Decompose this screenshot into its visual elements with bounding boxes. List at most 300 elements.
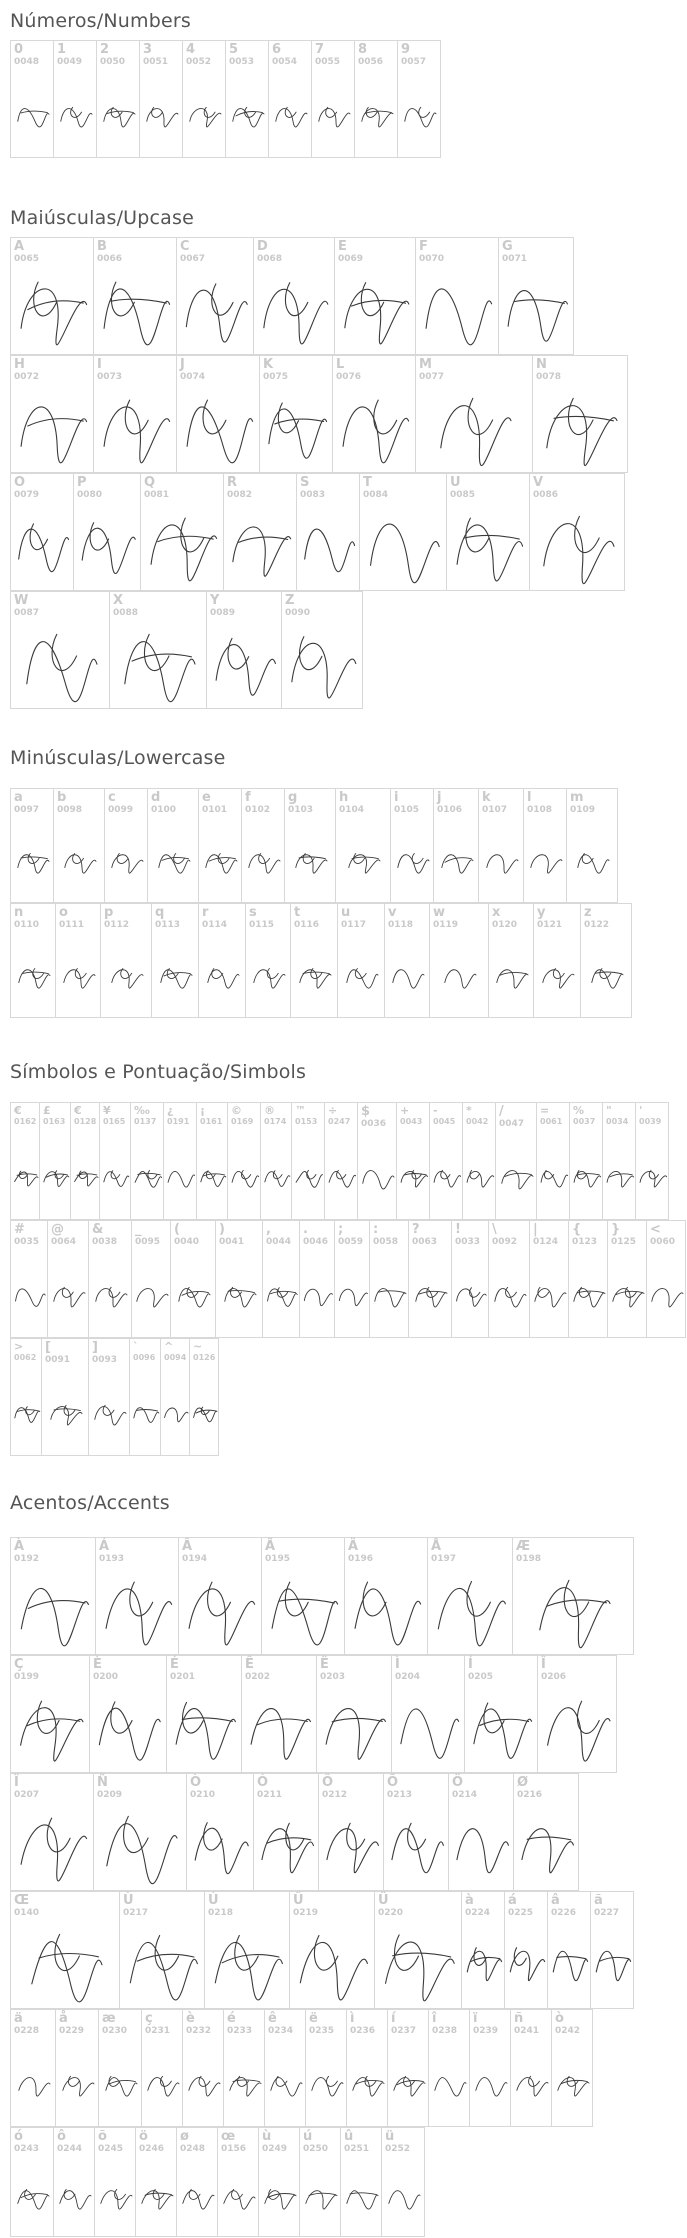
glyph-cell bbox=[217, 2127, 259, 2237]
glyph-char-label: e bbox=[202, 790, 211, 805]
glyph-cell bbox=[397, 40, 441, 158]
glyph-char-label: Ë bbox=[320, 1657, 329, 1672]
glyph-cell bbox=[296, 473, 360, 591]
glyph-stroke bbox=[19, 2078, 50, 2096]
glyph-cell bbox=[176, 355, 260, 473]
glyph-cell bbox=[196, 1102, 228, 1220]
glyph-stroke bbox=[190, 109, 221, 127]
script-glyph-sample bbox=[534, 904, 582, 1019]
glyph-char-label: k bbox=[482, 790, 491, 805]
script-glyph-sample bbox=[392, 1656, 466, 1774]
glyph-code-label: 0033 bbox=[455, 1237, 481, 1247]
glyph-stroke bbox=[484, 1703, 504, 1733]
glyph-code-label: 0088 bbox=[113, 608, 139, 618]
glyph-char-label: * bbox=[466, 1104, 472, 1117]
glyph-char-label: N bbox=[536, 357, 547, 372]
glyph-code-label: 0128 bbox=[74, 1117, 97, 1126]
glyph-stroke bbox=[596, 1951, 630, 1980]
glyph-char-label: ` bbox=[133, 1340, 139, 1353]
glyph-stroke bbox=[55, 1934, 80, 1970]
glyph-char-label: Î bbox=[541, 1657, 546, 1672]
glyph-stroke bbox=[63, 2078, 94, 2096]
glyph-cell bbox=[104, 788, 148, 903]
glyph-cell bbox=[10, 1102, 40, 1220]
glyph-stroke bbox=[262, 1829, 313, 1873]
glyph-char-label: Z bbox=[285, 593, 295, 608]
glyph-stroke bbox=[176, 1709, 235, 1760]
glyph-stroke bbox=[19, 529, 69, 572]
glyph-code-label: 0121 bbox=[537, 920, 563, 930]
script-glyph-sample bbox=[465, 1656, 539, 1774]
glyph-char-label: Y bbox=[210, 593, 220, 608]
glyph-cell bbox=[135, 2127, 177, 2237]
glyph-code-label: 0206 bbox=[541, 1672, 567, 1682]
glyph-stroke bbox=[21, 111, 47, 113]
glyph-cell bbox=[223, 473, 297, 591]
glyph-char-label: j bbox=[437, 790, 442, 805]
glyph-code-label: 0080 bbox=[77, 490, 103, 500]
script-glyph-sample bbox=[347, 2010, 389, 2128]
glyph-cell bbox=[140, 473, 224, 591]
script-glyph-sample bbox=[552, 2010, 594, 2128]
glyph-char-label: 0 bbox=[14, 42, 24, 57]
script-glyph-sample bbox=[300, 2128, 342, 2238]
glyph-cell bbox=[160, 1338, 190, 1456]
script-glyph-sample bbox=[341, 2128, 383, 2238]
glyph-stroke bbox=[109, 2080, 135, 2084]
glyph-code-label: 0137 bbox=[134, 1117, 157, 1126]
glyph-cell bbox=[318, 1773, 384, 1891]
glyph-code-label: 0249 bbox=[262, 2144, 288, 2154]
glyph-cell bbox=[551, 2009, 593, 2127]
glyph-char-label: Õ bbox=[387, 1775, 399, 1790]
glyph-code-label: 0156 bbox=[221, 2144, 247, 2154]
glyph-row bbox=[10, 591, 362, 709]
glyph-code-label: 0041 bbox=[219, 1237, 245, 1247]
glyph-code-label: 0239 bbox=[473, 2026, 499, 2036]
glyph-cell bbox=[448, 1773, 514, 1891]
glyph-code-label: 0207 bbox=[14, 1790, 40, 1800]
glyph-char-label: _ bbox=[135, 1222, 142, 1237]
glyph-char-label: K bbox=[263, 357, 274, 372]
glyph-char-label: ? bbox=[412, 1222, 420, 1237]
glyph-code-label: 0061 bbox=[540, 1117, 563, 1126]
glyph-code-label: 0225 bbox=[508, 1908, 534, 1918]
glyph-char-label: U bbox=[450, 475, 461, 490]
glyph-cell bbox=[95, 1537, 179, 1655]
glyph-char-label: Â bbox=[182, 1539, 193, 1554]
glyph-stroke bbox=[275, 419, 324, 424]
glyph-cell bbox=[10, 1891, 120, 2009]
glyph-code-label: 0113 bbox=[155, 920, 181, 930]
glyph-char-label: ^ bbox=[164, 1340, 174, 1353]
glyph-char-label: 7 bbox=[315, 42, 325, 57]
glyph-code-label: 0114 bbox=[202, 920, 228, 930]
glyph-cell bbox=[357, 1102, 397, 1220]
glyph-cell bbox=[98, 2009, 142, 2127]
glyph-code-label: 0124 bbox=[533, 1237, 559, 1247]
script-glyph-sample bbox=[333, 356, 417, 474]
glyph-stroke bbox=[592, 970, 623, 988]
glyph-stroke bbox=[106, 1589, 172, 1645]
glyph-stroke bbox=[548, 1708, 610, 1761]
glyph-stroke bbox=[300, 1942, 367, 1999]
script-glyph-sample bbox=[505, 1892, 549, 2010]
glyph-code-label: 0087 bbox=[14, 608, 40, 618]
glyph-code-label: 0064 bbox=[51, 1237, 77, 1247]
glyph-cell bbox=[396, 1102, 430, 1220]
script-glyph-sample bbox=[89, 1339, 131, 1457]
glyph-stroke bbox=[300, 637, 322, 670]
glyph-code-label: 0056 bbox=[358, 57, 384, 67]
glyph-stroke bbox=[22, 972, 48, 974]
glyph-stroke bbox=[386, 1942, 455, 2001]
script-glyph-sample bbox=[224, 474, 298, 592]
glyph-char-label: œ bbox=[221, 2129, 236, 2144]
script-glyph-sample bbox=[265, 2010, 307, 2128]
glyph-char-label: X bbox=[113, 593, 124, 608]
glyph-stroke bbox=[467, 1951, 501, 1980]
glyph-cell bbox=[635, 1102, 669, 1220]
glyph-char-label: | bbox=[533, 1222, 538, 1237]
glyph-cell bbox=[119, 1891, 205, 2009]
glyph-char-label: : bbox=[373, 1222, 379, 1237]
glyph-stroke bbox=[228, 638, 249, 669]
glyph-code-label: 0098 bbox=[57, 805, 83, 815]
glyph-row bbox=[10, 1220, 685, 1338]
glyph-stroke bbox=[595, 972, 621, 974]
glyph-code-label: 0119 bbox=[433, 920, 459, 930]
glyph-code-label: 0245 bbox=[98, 2144, 124, 2154]
glyph-cell bbox=[245, 903, 291, 1018]
glyph-stroke bbox=[412, 1170, 421, 1179]
glyph-cell bbox=[182, 2009, 224, 2127]
glyph-code-label: 0095 bbox=[135, 1237, 161, 1247]
glyph-stroke bbox=[468, 398, 493, 434]
glyph-stroke bbox=[435, 2078, 466, 2096]
glyph-code-label: 0044 bbox=[266, 1237, 292, 1247]
glyph-code-label: 0201 bbox=[170, 1672, 196, 1682]
glyph-char-label: " bbox=[606, 1104, 612, 1117]
glyph-code-label: 0085 bbox=[450, 490, 476, 500]
glyph-row bbox=[10, 2009, 592, 2127]
glyph-stroke bbox=[544, 524, 614, 584]
glyph-cell bbox=[334, 237, 416, 355]
glyph-char-label: c bbox=[108, 790, 116, 805]
script-glyph-sample bbox=[54, 2128, 96, 2238]
glyph-char-label: / bbox=[499, 1104, 504, 1119]
glyph-char-label: £ bbox=[43, 1104, 51, 1117]
glyph-stroke bbox=[365, 2076, 376, 2086]
glyph-code-label: 0073 bbox=[97, 372, 123, 382]
glyph-stroke bbox=[355, 969, 366, 979]
glyph-cell bbox=[10, 355, 94, 473]
glyph-code-label: 0251 bbox=[344, 2144, 370, 2154]
glyph-stroke bbox=[442, 855, 473, 873]
script-glyph-sample bbox=[290, 1892, 376, 2010]
script-glyph-sample bbox=[11, 1103, 41, 1221]
script-glyph-sample bbox=[105, 789, 149, 904]
script-glyph-sample bbox=[177, 238, 255, 356]
glyph-char-label: ê bbox=[268, 2011, 277, 2026]
glyph-code-label: 0210 bbox=[190, 1790, 216, 1800]
glyph-stroke bbox=[343, 407, 409, 463]
glyph-cell bbox=[182, 40, 226, 158]
glyph-char-label: O bbox=[14, 475, 26, 490]
glyph-row bbox=[10, 1773, 578, 1891]
script-glyph-sample bbox=[142, 2010, 184, 2128]
glyph-cell bbox=[461, 1891, 505, 2009]
glyph-code-label: 0099 bbox=[108, 805, 134, 815]
glyph-row bbox=[10, 355, 627, 473]
glyph-char-label: Ã bbox=[265, 1539, 276, 1554]
glyph-stroke bbox=[506, 1287, 517, 1297]
glyph-stroke bbox=[514, 300, 564, 304]
glyph-cell bbox=[99, 1102, 131, 1220]
glyph-char-label: æ bbox=[102, 2011, 116, 2026]
glyph-stroke bbox=[32, 1942, 102, 2002]
script-glyph-sample bbox=[533, 356, 629, 474]
glyph-cell bbox=[215, 1220, 263, 1338]
glyph-char-label: ó bbox=[14, 2129, 23, 2144]
glyph-stroke bbox=[405, 109, 436, 127]
glyph-stroke bbox=[224, 2191, 255, 2210]
script-glyph-sample bbox=[246, 904, 292, 1019]
glyph-char-label: q bbox=[155, 905, 165, 920]
glyph-char-label: . bbox=[303, 1222, 308, 1237]
glyph-code-label: 0106 bbox=[437, 805, 463, 815]
script-glyph-sample bbox=[388, 2010, 430, 2128]
script-glyph-sample bbox=[567, 789, 619, 904]
glyph-row bbox=[10, 1891, 633, 2009]
glyph-code-label: 0090 bbox=[285, 608, 311, 618]
glyph-code-label: 0241 bbox=[514, 2026, 540, 2036]
glyph-stroke bbox=[467, 1582, 490, 1617]
glyph-cell bbox=[55, 903, 101, 1018]
glyph-char-label: y bbox=[537, 905, 546, 920]
glyph-code-label: 0112 bbox=[104, 920, 130, 930]
glyph-stroke bbox=[158, 536, 213, 541]
glyph-stroke bbox=[487, 855, 518, 873]
glyph-cell bbox=[261, 1537, 345, 1655]
glyph-char-label: F bbox=[419, 239, 428, 254]
glyph-stroke bbox=[314, 1936, 337, 1971]
script-glyph-sample bbox=[224, 2010, 266, 2128]
glyph-stroke bbox=[285, 283, 307, 316]
glyph-code-label: 0212 bbox=[322, 1790, 348, 1800]
glyph-char-label: È bbox=[93, 1657, 102, 1672]
script-glyph-sample bbox=[462, 1892, 506, 2010]
glyph-stroke bbox=[510, 1951, 544, 1980]
glyph-stroke bbox=[557, 1957, 586, 1959]
script-glyph-sample bbox=[259, 2128, 301, 2238]
glyph-stroke bbox=[104, 289, 170, 345]
glyph-code-label: 0040 bbox=[174, 1237, 200, 1247]
glyph-char-label: ÷ bbox=[328, 1104, 338, 1117]
glyph-cell bbox=[94, 2127, 136, 2237]
script-glyph-sample bbox=[11, 2128, 55, 2238]
glyph-char-label: & bbox=[92, 1222, 104, 1237]
glyph-cell bbox=[408, 1220, 452, 1338]
glyph-cell bbox=[10, 591, 110, 709]
glyph-code-label: 0248 bbox=[180, 2144, 206, 2154]
glyph-cell bbox=[580, 903, 632, 1018]
glyph-cell bbox=[359, 473, 447, 591]
script-glyph-sample bbox=[56, 904, 102, 1019]
glyph-char-label: @ bbox=[51, 1222, 64, 1237]
glyph-stroke bbox=[419, 1291, 445, 1294]
glyph-code-label: 0053 bbox=[229, 57, 255, 67]
glyph-stroke bbox=[276, 109, 307, 127]
glyph-row bbox=[10, 1102, 668, 1220]
glyph-code-label: 0203 bbox=[320, 1672, 346, 1682]
script-glyph-sample bbox=[261, 1103, 293, 1221]
glyph-char-label: Ó bbox=[257, 1775, 269, 1790]
glyph-code-label: 0092 bbox=[492, 1237, 518, 1247]
glyph-code-label: 0084 bbox=[363, 490, 389, 500]
glyph-char-label: á bbox=[508, 1893, 517, 1908]
glyph-char-label: Ñ bbox=[97, 1775, 108, 1790]
glyph-cell bbox=[139, 40, 183, 158]
glyph-stroke bbox=[412, 854, 423, 864]
glyph-stroke bbox=[375, 1289, 406, 1307]
glyph-cell bbox=[383, 1773, 449, 1891]
glyph-char-label: è bbox=[186, 2011, 195, 2026]
glyph-stroke bbox=[107, 1824, 177, 1884]
glyph-cell bbox=[498, 237, 574, 355]
glyph-char-label: G bbox=[502, 239, 513, 254]
glyph-stroke bbox=[371, 524, 440, 583]
glyph-row bbox=[10, 1537, 633, 1655]
glyph-stroke bbox=[125, 642, 195, 702]
script-glyph-sample bbox=[167, 1656, 243, 1774]
glyph-code-label: 0104 bbox=[339, 805, 365, 815]
glyph-cell bbox=[510, 2009, 552, 2127]
glyph-char-label: L bbox=[336, 357, 345, 372]
glyph-stroke bbox=[264, 289, 328, 344]
glyph-stroke bbox=[577, 1174, 599, 1176]
glyph-char-label: w bbox=[433, 905, 446, 920]
glyph-char-label: Í bbox=[468, 1657, 473, 1672]
glyph-code-label: 0242 bbox=[555, 2026, 581, 2036]
glyph-cell bbox=[176, 237, 254, 355]
section-title: Números/Numbers bbox=[10, 10, 191, 32]
glyph-code-label: 0105 bbox=[394, 805, 420, 815]
glyph-stroke bbox=[398, 855, 429, 873]
script-glyph-sample bbox=[254, 1774, 320, 1892]
glyph-char-label: 3 bbox=[143, 42, 153, 57]
glyph-stroke bbox=[541, 1171, 568, 1187]
glyph-char-label: Æ bbox=[516, 1539, 531, 1554]
glyph-cell bbox=[73, 473, 141, 591]
glyph-cell bbox=[568, 1220, 608, 1338]
script-glyph-sample bbox=[391, 789, 435, 904]
glyph-char-label: A bbox=[14, 239, 25, 254]
glyph-cell bbox=[89, 1655, 167, 1773]
glyph-char-label: 8 bbox=[358, 42, 368, 57]
glyph-char-label: C bbox=[180, 239, 190, 254]
glyph-stroke bbox=[464, 535, 519, 539]
glyph-cell bbox=[529, 473, 625, 591]
script-glyph-sample bbox=[94, 238, 178, 356]
glyph-char-label: { bbox=[572, 1222, 582, 1237]
glyph-stroke bbox=[151, 525, 217, 581]
script-glyph-sample bbox=[136, 2128, 178, 2238]
glyph-char-label: Ì bbox=[395, 1657, 400, 1672]
glyph-char-label: ø bbox=[180, 2129, 189, 2144]
glyph-cell bbox=[10, 1773, 94, 1891]
glyph-cell bbox=[504, 1891, 548, 2009]
glyph-stroke bbox=[254, 970, 285, 988]
glyph-stroke bbox=[21, 289, 87, 345]
glyph-code-label: 0051 bbox=[143, 57, 169, 67]
glyph-code-label: 0250 bbox=[303, 2144, 329, 2154]
glyph-cell bbox=[284, 788, 336, 903]
glyph-cell bbox=[488, 1220, 530, 1338]
script-glyph-sample bbox=[285, 789, 337, 904]
glyph-char-label: b bbox=[57, 790, 67, 805]
glyph-stroke bbox=[125, 400, 148, 434]
glyph-code-label: 0252 bbox=[385, 2144, 411, 2154]
script-glyph-sample bbox=[430, 904, 490, 1019]
glyph-cell bbox=[566, 788, 618, 903]
glyph-stroke bbox=[101, 2191, 132, 2209]
glyph-code-label: 0233 bbox=[227, 2026, 253, 2036]
glyph-code-label: 0042 bbox=[466, 1117, 489, 1126]
glyph-code-label: 0071 bbox=[502, 254, 528, 264]
glyph-cell bbox=[305, 2009, 347, 2127]
glyph-cell bbox=[47, 1220, 89, 1338]
glyph-char-label: r bbox=[202, 905, 209, 920]
glyph-cell bbox=[513, 1773, 579, 1891]
glyph-code-label: 0060 bbox=[650, 1237, 676, 1247]
glyph-stroke bbox=[554, 416, 613, 420]
glyph-stroke bbox=[531, 855, 562, 873]
glyph-cell bbox=[289, 1891, 375, 2009]
glyph-cell bbox=[96, 40, 140, 158]
script-glyph-sample bbox=[89, 1221, 133, 1339]
glyph-cell bbox=[10, 1338, 42, 1456]
glyph-stroke bbox=[186, 290, 247, 342]
glyph-cell bbox=[129, 1338, 161, 1456]
glyph-stroke bbox=[305, 529, 355, 572]
script-glyph-sample bbox=[530, 1221, 570, 1339]
glyph-char-label: Ä bbox=[348, 1539, 359, 1554]
glyph-char-label: à bbox=[465, 1893, 474, 1908]
glyph-stroke bbox=[112, 970, 143, 988]
glyph-code-label: 0048 bbox=[14, 57, 40, 67]
script-glyph-sample bbox=[489, 1221, 531, 1339]
glyph-char-label: s bbox=[249, 905, 257, 920]
glyph-stroke bbox=[137, 1289, 168, 1307]
glyph-stroke bbox=[17, 1410, 38, 1412]
glyph-char-label: P bbox=[77, 475, 87, 490]
glyph-stroke bbox=[138, 1173, 160, 1174]
glyph-cell bbox=[415, 237, 499, 355]
script-glyph-sample bbox=[636, 1103, 670, 1221]
glyph-code-label: 0069 bbox=[338, 254, 364, 264]
glyph-code-label: 0238 bbox=[432, 2026, 458, 2036]
glyph-cell bbox=[433, 788, 479, 903]
glyph-stroke bbox=[378, 1291, 404, 1293]
glyph-char-label: å bbox=[59, 2011, 68, 2026]
glyph-code-label: 0232 bbox=[186, 2026, 212, 2036]
script-glyph-sample bbox=[197, 1103, 229, 1221]
glyph-stroke bbox=[535, 1289, 566, 1307]
script-glyph-sample bbox=[496, 1103, 538, 1221]
glyph-cell bbox=[147, 788, 199, 903]
glyph-cell bbox=[259, 355, 333, 473]
